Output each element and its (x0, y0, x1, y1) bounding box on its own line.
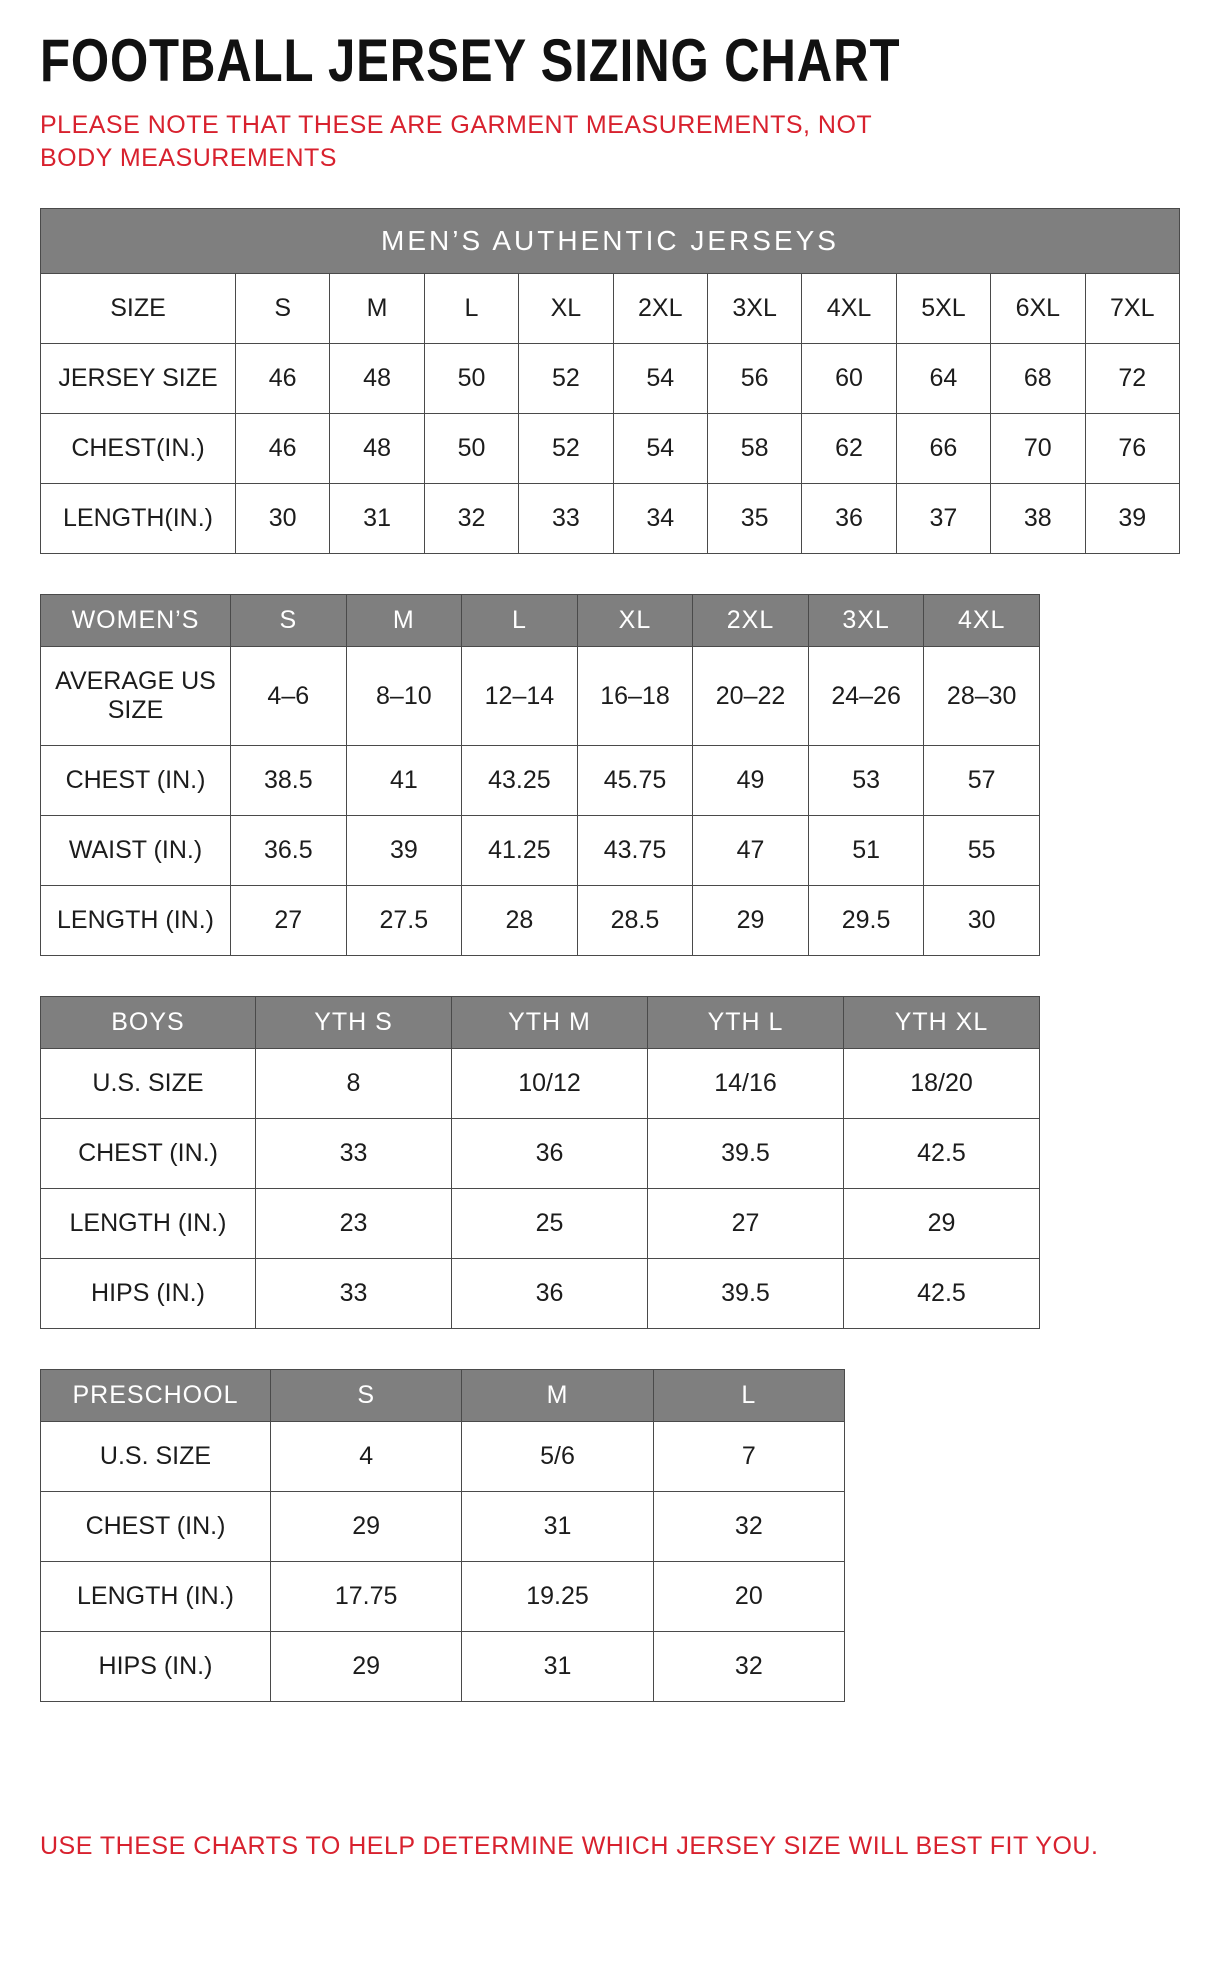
table-cell: L (424, 274, 518, 344)
table-cell: 33 (519, 484, 613, 554)
table-title: MEN’S AUTHENTIC JERSEYS (41, 209, 1180, 274)
table-cell: 39.5 (648, 1259, 844, 1329)
table-cell: 64 (896, 344, 990, 414)
column-header: 4XL (924, 595, 1040, 647)
table-cell: 12–14 (462, 647, 578, 746)
column-header: L (462, 595, 578, 647)
table-cell: 52 (519, 344, 613, 414)
row-label: CHEST(IN.) (41, 414, 236, 484)
table-cell: 41.25 (462, 816, 578, 886)
table-cell: 46 (236, 414, 330, 484)
table-cell: 33 (256, 1119, 452, 1189)
table-cell: 28 (462, 886, 578, 956)
column-header: S (271, 1370, 462, 1422)
row-label: JERSEY SIZE (41, 344, 236, 414)
footer-note: USE THESE CHARTS TO HELP DETERMINE WHICH JERSEY SIZE WILL BEST FIT YOU. (40, 1832, 1099, 1860)
table-cell: 6XL (991, 274, 1085, 344)
table-cell: 42.5 (844, 1259, 1040, 1329)
table-cell: 50 (424, 414, 518, 484)
table-cell: 20 (653, 1562, 844, 1632)
table-cell: 46 (236, 344, 330, 414)
column-header: 2XL (693, 595, 809, 647)
table-cell: 4–6 (231, 647, 347, 746)
table-row (41, 1189, 1040, 1259)
row-label: LENGTH (IN.) (41, 886, 231, 956)
row-label: LENGTH (IN.) (41, 1562, 271, 1632)
column-header: 3XL (808, 595, 924, 647)
table-header-row (41, 1370, 845, 1422)
column-header: L (653, 1370, 844, 1422)
table-cell: 29 (271, 1492, 462, 1562)
table-header-label: WOMEN’S (41, 595, 231, 647)
table-cell: 18/20 (844, 1049, 1040, 1119)
table-row (41, 886, 1040, 956)
table-cell: 41 (346, 746, 462, 816)
table-cell: 36 (452, 1119, 648, 1189)
table-cell: 30 (924, 886, 1040, 956)
table-cell: 36.5 (231, 816, 347, 886)
row-label: WAIST (IN.) (41, 816, 231, 886)
table-cell: 4 (271, 1422, 462, 1492)
table-cell: 30 (236, 484, 330, 554)
table-header-label: PRESCHOOL (41, 1370, 271, 1422)
table-cell: 19.25 (462, 1562, 653, 1632)
table-row (41, 1562, 845, 1632)
table-cell: 33 (256, 1259, 452, 1329)
table-cell: 45.75 (577, 746, 693, 816)
table-row (41, 414, 1180, 484)
table-cell: 39 (346, 816, 462, 886)
table-cell: 35 (707, 484, 801, 554)
table-cell: 25 (452, 1189, 648, 1259)
table-cell: 49 (693, 746, 809, 816)
table-cell: 24–26 (808, 647, 924, 746)
table-row (41, 647, 1040, 746)
table-row (41, 746, 1040, 816)
table-cell: 14/16 (648, 1049, 844, 1119)
row-label: U.S. SIZE (41, 1049, 256, 1119)
table-cell: 27 (648, 1189, 844, 1259)
table-cell: 60 (802, 344, 896, 414)
preschool-sizing-table (40, 1369, 845, 1702)
table-cell: 43.25 (462, 746, 578, 816)
table-cell: 51 (808, 816, 924, 886)
table-cell: 38.5 (231, 746, 347, 816)
row-label: CHEST (IN.) (41, 746, 231, 816)
column-header: M (462, 1370, 653, 1422)
row-label: HIPS (IN.) (41, 1632, 271, 1702)
table-cell: M (330, 274, 424, 344)
column-header: YTH M (452, 997, 648, 1049)
table-cell: 29 (271, 1632, 462, 1702)
mens-authentic-jerseys-table (40, 208, 1180, 554)
row-label: LENGTH (IN.) (41, 1189, 256, 1259)
table-cell: 31 (462, 1492, 653, 1562)
table-row (41, 1422, 845, 1492)
table-cell: 3XL (707, 274, 801, 344)
table-cell: 32 (653, 1632, 844, 1702)
table-cell: 29.5 (808, 886, 924, 956)
table-cell: 48 (330, 344, 424, 414)
table-cell: 29 (693, 886, 809, 956)
table-row (41, 1492, 845, 1562)
table-cell: 57 (924, 746, 1040, 816)
table-cell: 56 (707, 344, 801, 414)
table-header-label: BOYS (41, 997, 256, 1049)
table-title-row (41, 209, 1180, 274)
table-cell: 68 (991, 344, 1085, 414)
table-cell: 20–22 (693, 647, 809, 746)
row-label: LENGTH(IN.) (41, 484, 236, 554)
table-cell: 10/12 (452, 1049, 648, 1119)
table-cell: S (236, 274, 330, 344)
table-cell: 76 (1085, 414, 1179, 484)
table-cell: 36 (802, 484, 896, 554)
table-cell: 32 (424, 484, 518, 554)
table-cell: 39.5 (648, 1119, 844, 1189)
row-label: AVERAGE US SIZE (41, 647, 231, 746)
table-cell: 50 (424, 344, 518, 414)
table-cell: 53 (808, 746, 924, 816)
table-cell: 47 (693, 816, 809, 886)
table-cell: 2XL (613, 274, 707, 344)
table-row (41, 1049, 1040, 1119)
table-cell: 28.5 (577, 886, 693, 956)
column-header: S (231, 595, 347, 647)
table-cell: 5/6 (462, 1422, 653, 1492)
row-label: CHEST (IN.) (41, 1492, 271, 1562)
column-header: YTH XL (844, 997, 1040, 1049)
womens-sizing-table (40, 594, 1040, 956)
table-cell: 17.75 (271, 1562, 462, 1632)
page-title: FOOTBALL JERSEY SIZING CHART (40, 27, 901, 94)
table-cell: 29 (844, 1189, 1040, 1259)
table-cell: 66 (896, 414, 990, 484)
table-header-row (41, 595, 1040, 647)
table-cell: 70 (991, 414, 1085, 484)
table-row (41, 274, 1180, 344)
table-cell: 8–10 (346, 647, 462, 746)
table-cell: 58 (707, 414, 801, 484)
column-header: YTH S (256, 997, 452, 1049)
table-cell: 32 (653, 1492, 844, 1562)
table-cell: 7XL (1085, 274, 1179, 344)
table-cell: 36 (452, 1259, 648, 1329)
column-header: M (346, 595, 462, 647)
table-cell: 54 (613, 414, 707, 484)
table-cell: 37 (896, 484, 990, 554)
table-cell: 48 (330, 414, 424, 484)
boys-sizing-table (40, 996, 1040, 1329)
table-cell: 43.75 (577, 816, 693, 886)
table-cell: XL (519, 274, 613, 344)
table-cell: 28–30 (924, 647, 1040, 746)
table-cell: 54 (613, 344, 707, 414)
table-cell: 52 (519, 414, 613, 484)
table-cell: 72 (1085, 344, 1179, 414)
row-label: CHEST (IN.) (41, 1119, 256, 1189)
garment-measurement-note: PLEASE NOTE THAT THESE ARE GARMENT MEASUREMENTS, NOT BODY MEASUREMENTS (40, 111, 872, 172)
table-row (41, 344, 1180, 414)
table-row (41, 1259, 1040, 1329)
table-cell: 34 (613, 484, 707, 554)
table-cell: 31 (330, 484, 424, 554)
table-cell: 8 (256, 1049, 452, 1119)
column-header: YTH L (648, 997, 844, 1049)
table-cell: 42.5 (844, 1119, 1040, 1189)
row-label: SIZE (41, 274, 236, 344)
table-row (41, 1632, 845, 1702)
table-row (41, 1119, 1040, 1189)
table-cell: 39 (1085, 484, 1179, 554)
table-cell: 62 (802, 414, 896, 484)
table-cell: 27.5 (346, 886, 462, 956)
row-label: U.S. SIZE (41, 1422, 271, 1492)
table-row (41, 816, 1040, 886)
table-cell: 27 (231, 886, 347, 956)
table-header-row (41, 997, 1040, 1049)
table-row (41, 484, 1180, 554)
table-cell: 4XL (802, 274, 896, 344)
table-cell: 38 (991, 484, 1085, 554)
table-cell: 16–18 (577, 647, 693, 746)
table-cell: 55 (924, 816, 1040, 886)
table-cell: 7 (653, 1422, 844, 1492)
table-cell: 31 (462, 1632, 653, 1702)
table-cell: 23 (256, 1189, 452, 1259)
table-cell: 5XL (896, 274, 990, 344)
column-header: XL (577, 595, 693, 647)
row-label: HIPS (IN.) (41, 1259, 256, 1329)
